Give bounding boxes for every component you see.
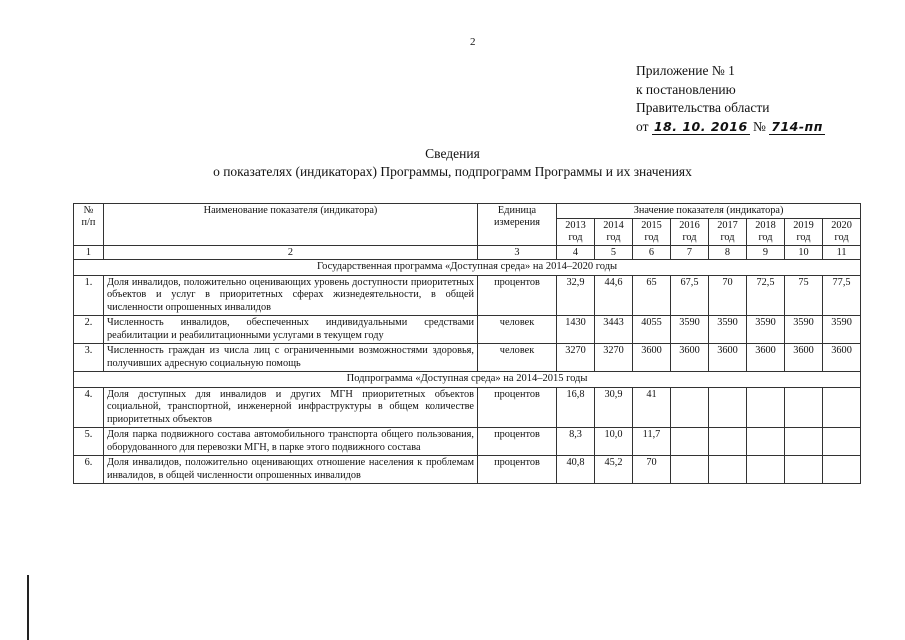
row-number: 3.	[74, 344, 104, 372]
value-cell	[709, 387, 747, 428]
section-row	[74, 260, 861, 276]
header-year: 2018 год	[747, 219, 785, 246]
unit-cell: процентов	[478, 275, 557, 316]
indicators-table	[73, 203, 861, 484]
section-subprogram: Подпрограмма «Доступная среда» на 2014–2015 годы	[74, 372, 861, 388]
value-cell: 3600	[709, 344, 747, 372]
value-cell: 3590	[785, 316, 823, 344]
value-cell: 1430	[557, 316, 595, 344]
value-cell: 65	[633, 275, 671, 316]
header-row	[74, 204, 861, 219]
appendix-block	[636, 62, 825, 136]
column-index: 5	[595, 246, 633, 260]
header-values: Значение показателя (индикатора)	[557, 204, 861, 219]
unit-cell: процентов	[478, 428, 557, 456]
indicator-name: Численность граждан из числа лиц с ограниченными возможностями здоровья, получивших адресную социальную помощь	[104, 344, 478, 372]
value-cell: 40,8	[557, 456, 595, 484]
value-cell: 3600	[823, 344, 861, 372]
value-cell	[709, 456, 747, 484]
column-index-row	[74, 246, 861, 260]
value-cell: 3600	[747, 344, 785, 372]
unit-cell: человек	[478, 344, 557, 372]
row-number: 1.	[74, 275, 104, 316]
value-cell: 3600	[785, 344, 823, 372]
value-cell: 44,6	[595, 275, 633, 316]
value-cell	[747, 428, 785, 456]
column-index: 4	[557, 246, 595, 260]
value-cell	[671, 387, 709, 428]
section-row	[74, 372, 861, 388]
value-cell	[709, 428, 747, 456]
value-cell: 32,9	[557, 275, 595, 316]
indicator-name: Доля инвалидов, положительно оценивающих отношение населения к проблемам инвалидов, в общей численности опрошенных инвалидов	[104, 456, 478, 484]
value-cell: 16,8	[557, 387, 595, 428]
unit-cell: человек	[478, 316, 557, 344]
appendix-title: Приложение № 1	[636, 63, 735, 78]
value-cell: 45,2	[595, 456, 633, 484]
number-prefix: №	[753, 118, 766, 134]
value-cell: 77,5	[823, 275, 861, 316]
indicator-name: Доля парка подвижного состава автомобильного транспорта общего пользования, оборудованного для перевозки МГН, в парке этого подвижного состава	[104, 428, 478, 456]
document-title: Сведения	[425, 146, 480, 161]
value-cell	[823, 428, 861, 456]
column-index: 7	[671, 246, 709, 260]
appendix-government: Правительства области	[636, 100, 770, 115]
row-number: 4.	[74, 387, 104, 428]
table-row	[74, 344, 861, 372]
handwritten-number: 714-пп	[771, 118, 823, 134]
header-name: Наименование показателя (индикатора)	[104, 204, 478, 246]
value-cell: 3590	[671, 316, 709, 344]
value-cell	[747, 456, 785, 484]
table-row	[74, 275, 861, 316]
row-number: 2.	[74, 316, 104, 344]
value-cell: 3590	[709, 316, 747, 344]
value-cell: 70	[633, 456, 671, 484]
column-index: 9	[747, 246, 785, 260]
value-cell	[823, 456, 861, 484]
value-cell: 75	[785, 275, 823, 316]
header-year: 2020 год	[823, 219, 861, 246]
value-cell: 30,9	[595, 387, 633, 428]
column-index: 1	[74, 246, 104, 260]
table-row	[74, 428, 861, 456]
header-year: 2016 год	[671, 219, 709, 246]
table-row	[74, 316, 861, 344]
value-cell	[785, 456, 823, 484]
value-cell	[785, 428, 823, 456]
value-cell: 3443	[595, 316, 633, 344]
value-cell: 3590	[747, 316, 785, 344]
value-cell: 4055	[633, 316, 671, 344]
value-cell: 67,5	[671, 275, 709, 316]
column-index: 3	[478, 246, 557, 260]
section-state-program: Государственная программа «Доступная среда» на 2014–2020 годы	[74, 260, 861, 276]
row-number: 5.	[74, 428, 104, 456]
value-cell: 41	[633, 387, 671, 428]
value-cell	[785, 387, 823, 428]
indicator-name: Доля инвалидов, положительно оценивающих уровень доступности приоритетных объектов и услуг в приоритетных сферах жизнедеятельности, в общей численности опрошенных инвалидов	[104, 275, 478, 316]
column-index: 10	[785, 246, 823, 260]
value-cell: 70	[709, 275, 747, 316]
value-cell	[823, 387, 861, 428]
indicator-name: Доля доступных для инвалидов и других МГН приоритетных объектов социальной, транспортной, инженерной инфраструктуры в общем количестве приоритетных объектов	[104, 387, 478, 428]
appendix-resolution: к постановлению	[636, 81, 736, 97]
unit-cell: процентов	[478, 456, 557, 484]
value-cell: 3600	[671, 344, 709, 372]
header-year: 2015 год	[633, 219, 671, 246]
column-index: 11	[823, 246, 861, 260]
table-row	[74, 456, 861, 484]
document-subtitle: о показателях (индикаторах) Программы, подпрограмм Программы и их значениях	[213, 164, 692, 179]
value-cell: 10,0	[595, 428, 633, 456]
value-cell: 11,7	[633, 428, 671, 456]
page-number: 2	[470, 36, 476, 48]
appendix-date-line	[636, 118, 825, 137]
value-cell: 3600	[633, 344, 671, 372]
value-cell: 3270	[557, 344, 595, 372]
value-cell	[671, 428, 709, 456]
header-year: 2017 год	[709, 219, 747, 246]
value-cell: 3590	[823, 316, 861, 344]
header-unit: Единица измерения	[478, 204, 557, 246]
value-cell	[671, 456, 709, 484]
header-num: № п/п	[74, 204, 104, 246]
indicator-name: Численность инвалидов, обеспеченных индивидуальными средствами реабилитации и реабилитационными услугами в текущем году	[104, 316, 478, 344]
header-year: 2014 год	[595, 219, 633, 246]
value-cell: 8,3	[557, 428, 595, 456]
scan-edge-line	[27, 575, 29, 640]
column-index: 6	[633, 246, 671, 260]
column-index: 8	[709, 246, 747, 260]
handwritten-date: 18. 10. 2016	[653, 118, 748, 134]
unit-cell: процентов	[478, 387, 557, 428]
value-cell	[747, 387, 785, 428]
header-year: 2019 год	[785, 219, 823, 246]
table-row	[74, 387, 861, 428]
column-index: 2	[104, 246, 478, 260]
value-cell: 3270	[595, 344, 633, 372]
row-number: 6.	[74, 456, 104, 484]
date-prefix: от	[636, 118, 649, 134]
header-year: 2013 год	[557, 219, 595, 246]
value-cell: 72,5	[747, 275, 785, 316]
